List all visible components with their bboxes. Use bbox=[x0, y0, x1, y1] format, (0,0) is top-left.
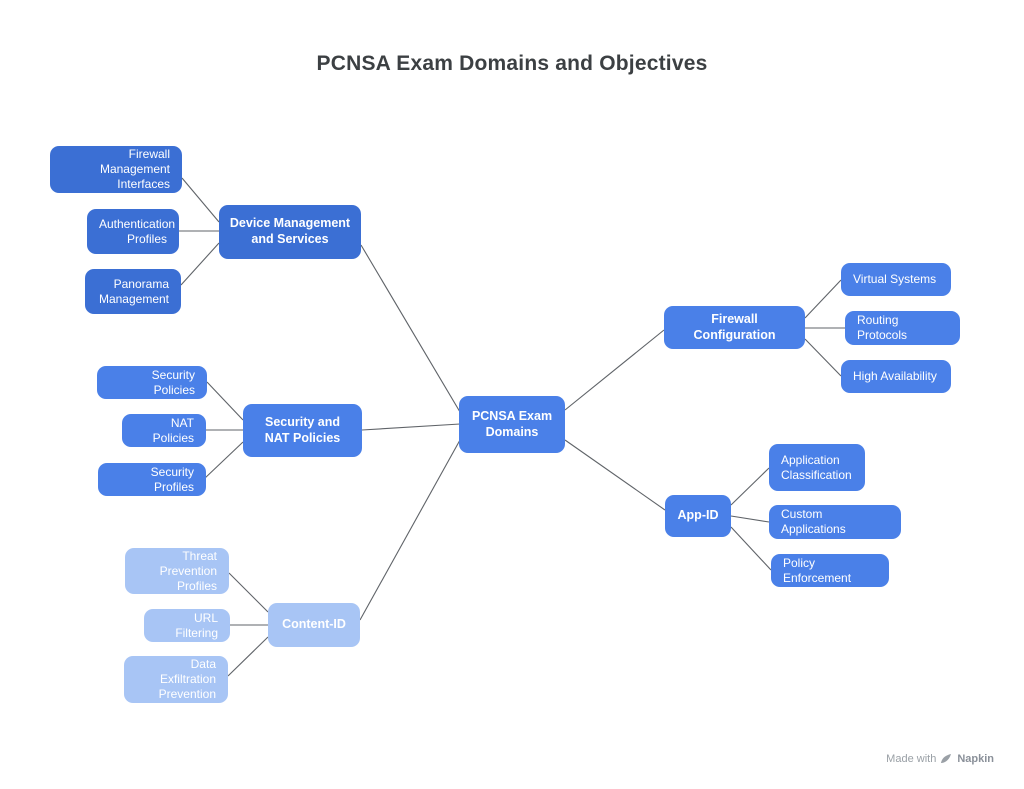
node-branch-security-nat-policies[interactable] bbox=[243, 404, 362, 457]
watermark-brand: Napkin bbox=[957, 752, 994, 765]
node-leaf-security-profiles[interactable] bbox=[98, 463, 206, 496]
node-leaf-panorama-management[interactable] bbox=[85, 269, 181, 314]
node-label: Content-ID bbox=[282, 617, 346, 632]
napkin-leaf-icon bbox=[940, 752, 953, 765]
node-leaf-application-classification[interactable] bbox=[769, 444, 865, 491]
node-leaf-routing-protocols[interactable] bbox=[845, 311, 960, 345]
node-label: URL Filtering bbox=[175, 610, 218, 640]
node-label: Security Policies bbox=[151, 367, 195, 397]
node-label: Security Profiles bbox=[150, 464, 194, 494]
node-leaf-threat-prevention-profiles[interactable] bbox=[125, 548, 229, 594]
node-center[interactable] bbox=[459, 396, 565, 453]
node-leaf-data-exfiltration-prevention[interactable] bbox=[124, 656, 228, 703]
node-label: Threat Prevention Profiles bbox=[159, 548, 217, 593]
node-branch-device-management[interactable] bbox=[219, 205, 361, 259]
node-label: Security and NAT Policies bbox=[264, 414, 341, 445]
node-label: Policy Enforcement bbox=[783, 555, 852, 585]
watermark bbox=[886, 752, 994, 765]
node-label: Panorama Management bbox=[98, 276, 169, 306]
node-label: Firewall Management Interfaces bbox=[99, 147, 170, 191]
node-leaf-custom-applications[interactable] bbox=[769, 505, 901, 539]
node-leaf-nat-policies[interactable] bbox=[122, 414, 206, 447]
node-leaf-url-filtering[interactable] bbox=[144, 609, 230, 642]
node-leaf-policy-enforcement[interactable] bbox=[771, 554, 889, 587]
node-label: Application Classification bbox=[781, 452, 852, 482]
node-label: PCNSA Exam Domains bbox=[471, 408, 553, 439]
node-label: App-ID bbox=[677, 508, 719, 523]
node-label: NAT Policies bbox=[152, 415, 194, 445]
node-branch-content-id[interactable] bbox=[268, 603, 360, 647]
node-label: Device Management and Services bbox=[229, 216, 351, 246]
watermark-made-with: Made with bbox=[886, 752, 937, 765]
node-leaf-security-policies[interactable] bbox=[97, 366, 207, 399]
node-label: Routing Protocols bbox=[857, 313, 908, 342]
node-label: Authentication Profiles bbox=[99, 216, 176, 246]
page-title: PCNSA Exam Domains and Objectives bbox=[316, 52, 708, 75]
node-label: Custom Applications bbox=[781, 507, 846, 536]
node-leaf-authentication-profiles[interactable] bbox=[87, 209, 179, 254]
node-leaf-high-availability[interactable] bbox=[841, 360, 951, 393]
node-label: Firewall Configuration bbox=[693, 311, 776, 342]
node-leaf-virtual-systems[interactable] bbox=[841, 263, 951, 296]
node-branch-app-id[interactable] bbox=[665, 495, 731, 537]
node-label: Data Exfiltration Prevention bbox=[158, 657, 216, 701]
node-label: High Availability bbox=[853, 369, 937, 383]
node-label: Virtual Systems bbox=[853, 272, 937, 286]
node-leaf-firewall-management-interfaces[interactable] bbox=[50, 146, 182, 193]
node-branch-firewall-configuration[interactable] bbox=[664, 306, 805, 349]
